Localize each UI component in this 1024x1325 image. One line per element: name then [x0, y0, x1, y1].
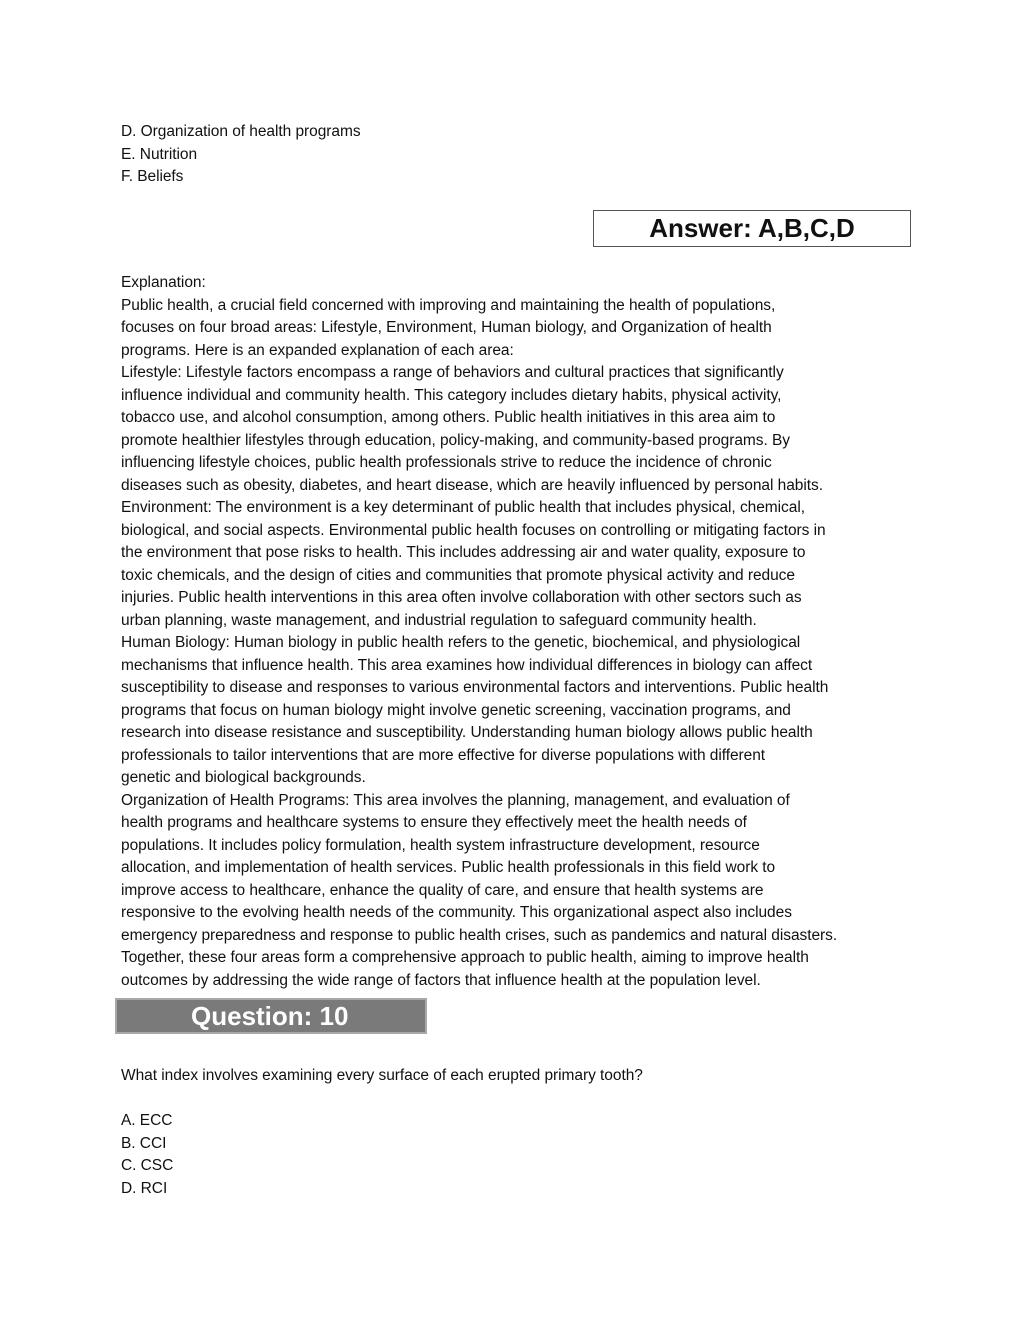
- explanation-line: programs that focus on human biology might involve genetic screening, vaccination programs, and: [121, 701, 791, 719]
- explanation-line: promote healthier lifestyles through education, policy-making, and community-based programs. By: [121, 431, 790, 449]
- option-f: F. Beliefs: [121, 168, 184, 185]
- explanation-line: Human Biology: Human biology in public health refers to the genetic, biochemical, and physiological: [121, 634, 801, 651]
- question-prompt: [121, 1065, 643, 1088]
- option-b: B. CCI: [121, 1134, 167, 1152]
- answer-text: Answer: A,B,C,D: [649, 213, 855, 243]
- option-c: C. CSC: [121, 1157, 174, 1174]
- explanation-line: susceptibility to disease and responses to various environmental factors and interventions. Public health: [121, 679, 829, 696]
- explanation-line: improve access to healthcare, enhance the quality of care, and ensure that health systems are: [121, 881, 764, 899]
- explanation-line: outcomes by addressing the wide range of factors that influence health at the population level.: [121, 971, 761, 989]
- explanation-line: injuries. Public health interventions in this area often involve collaboration with other sectors such as: [121, 589, 802, 606]
- explanation-line: health programs and healthcare systems to ensure they effectively meet the health needs of: [121, 814, 747, 831]
- question-text: What index involves examining every surface of each erupted primary tooth?: [121, 1067, 643, 1084]
- explanation-line: influence individual and community health. This category includes dietary habits, physical activity,: [121, 386, 782, 404]
- option-e: E. Nutrition: [121, 145, 198, 163]
- explanation-line: biological, and social aspects. Environmental public health focuses on controlling or mitigating factors in: [121, 521, 826, 539]
- explanation-line: diseases such as obesity, diabetes, and heart disease, which are heavily influenced by personal habits.: [121, 476, 823, 494]
- explanation-block: [121, 272, 837, 992]
- explanation-line: populations. It includes policy formulation, health system infrastructure development, resource: [121, 836, 760, 854]
- previous-options-list: [121, 121, 361, 189]
- question-header: [115, 998, 427, 1034]
- explanation-line: Environment: The environment is a key determinant of public health that includes physical, chemical,: [121, 499, 805, 516]
- explanation-line: urban planning, waste management, and industrial regulation to safeguard community health.: [121, 611, 757, 629]
- explanation-line: allocation, and implementation of health services. Public health professionals in this field work to: [121, 859, 776, 876]
- explanation-line: professionals to tailor interventions that are more effective for diverse populations with different: [121, 746, 766, 764]
- answer-box: [593, 210, 911, 247]
- explanation-line: Public health, a crucial field concerned with improving and maintaining the health of populations,: [121, 296, 776, 314]
- explanation-line: Organization of Health Programs: This area involves the planning, management, and evaluation of: [121, 791, 790, 809]
- explanation-line: genetic and biological backgrounds.: [121, 769, 366, 786]
- explanation-line: responsive to the evolving health needs of the community. This organizational aspect also includes: [121, 904, 792, 921]
- option-d: D. Organization of health programs: [121, 123, 361, 140]
- question-options-list: [121, 1110, 173, 1200]
- explanation-line: research into disease resistance and susceptibility. Understanding human biology allows public health: [121, 724, 813, 741]
- explanation-line: mechanisms that influence health. This area examines how individual differences in biology can affect: [121, 656, 813, 674]
- explanation-line: influencing lifestyle choices, public health professionals strive to reduce the incidence of chronic: [121, 454, 772, 471]
- explanation-heading: Explanation:: [121, 274, 206, 291]
- option-a: A. ECC: [121, 1112, 173, 1129]
- explanation-line: tobacco use, and alcohol consumption, among others. Public health initiatives in this area aim to: [121, 409, 776, 426]
- explanation-line: focuses on four broad areas: Lifestyle, Environment, Human biology, and Organization of health: [121, 319, 772, 336]
- explanation-line: the environment that pose risks to health. This includes addressing air and water quality, exposure to: [121, 544, 806, 561]
- explanation-line: emergency preparedness and response to public health crises, such as pandemics and natural disasters.: [121, 926, 838, 944]
- option-d-answer: D. RCI: [121, 1179, 168, 1197]
- explanation-line: programs. Here is an expanded explanation of each area:: [121, 341, 514, 359]
- explanation-line: Together, these four areas form a comprehensive approach to public health, aiming to improve health: [121, 949, 809, 966]
- question-number: Question: 10: [191, 1000, 349, 1031]
- explanation-line: toxic chemicals, and the design of cities and communities that promote physical activity and reduce: [121, 566, 795, 584]
- explanation-line: Lifestyle: Lifestyle factors encompass a range of behaviors and cultural practices that significantly: [121, 364, 784, 381]
